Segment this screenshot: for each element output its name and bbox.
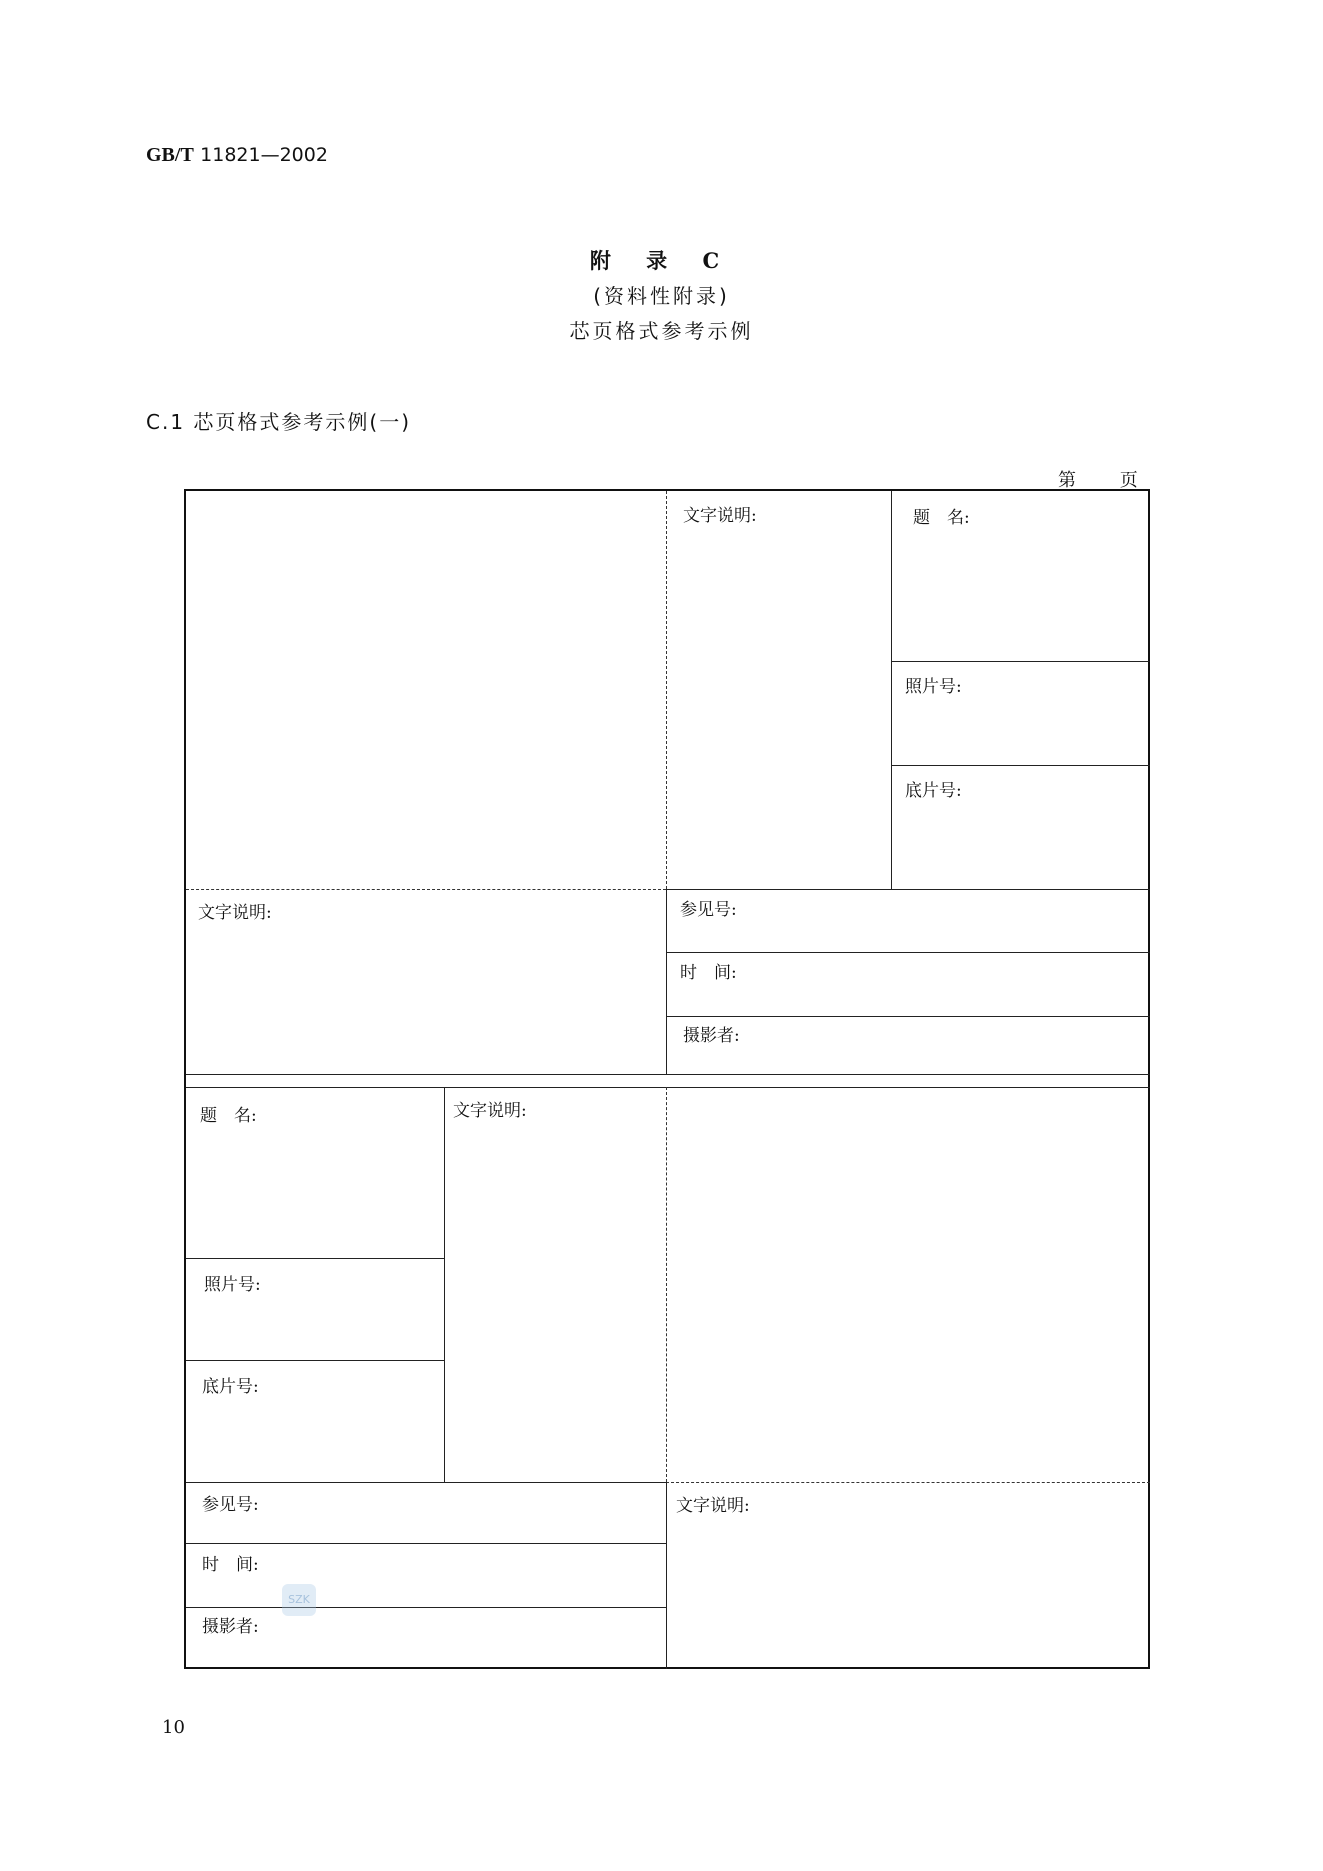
page-marker-left: 第	[1058, 470, 1076, 491]
standard-code	[146, 142, 328, 167]
bottom-title-bottom-line	[186, 1258, 444, 1259]
standard-number: 11821—2002	[200, 144, 328, 166]
top-meta-bottom-line	[666, 889, 1150, 890]
bottom-photographer-label: 摄影者:	[202, 1617, 259, 1637]
top-time-bottom-line	[666, 1016, 1150, 1017]
bottom-title-label: 题 名:	[200, 1106, 257, 1126]
bottom-ref-bottom-line	[186, 1543, 666, 1544]
top-title-bottom-line	[891, 661, 1150, 662]
top-photo-no-bottom-line	[891, 765, 1150, 766]
top-photo-divider	[666, 491, 667, 889]
top-title-label: 题 名:	[913, 508, 970, 528]
bottom-photo-divider	[666, 1087, 667, 1482]
bottom-meta-bottom-line	[186, 1482, 666, 1483]
appendix-subtitle: 芯页格式参考示例	[569, 319, 754, 343]
top-photographer-label: 摄影者:	[683, 1026, 740, 1046]
top-caption-bottom-label: 文字说明:	[198, 903, 272, 923]
bottom-time-bottom-line	[186, 1607, 666, 1608]
bottom-caption-mid-label: 文字说明:	[453, 1101, 527, 1121]
core-page-form	[184, 489, 1150, 1669]
top-meta-divider	[891, 491, 892, 889]
top-negative-no-label: 底片号:	[905, 781, 962, 801]
bottom-caption-bottom-label: 文字说明:	[676, 1496, 750, 1516]
watermark-logo: SZK	[282, 1584, 316, 1616]
bottom-photo-bottom-dash	[666, 1482, 1150, 1483]
bottom-lower-divider	[666, 1482, 667, 1669]
top-ref-bottom-line	[666, 952, 1150, 953]
top-caption-right-label: 文字说明:	[683, 506, 757, 526]
standard-prefix: GB/T	[146, 144, 194, 166]
top-photo-bottom-dash	[186, 889, 666, 890]
bottom-photo-no-label: 照片号:	[204, 1275, 261, 1295]
bottom-time-label: 时 间:	[202, 1555, 259, 1575]
appendix-type: (资料性附录)	[593, 284, 730, 308]
separator-line-lower	[186, 1087, 1150, 1088]
appendix-title: 附 录 C	[589, 248, 734, 273]
bottom-negative-no-label: 底片号:	[202, 1377, 259, 1397]
section-heading: C.1 芯页格式参考示例(一)	[146, 410, 412, 434]
page-number: 10	[162, 1717, 185, 1738]
separator-line-upper	[186, 1074, 1150, 1075]
top-time-label: 时 间:	[680, 963, 737, 983]
top-photo-no-label: 照片号:	[905, 677, 962, 697]
bottom-photo-no-bottom-line	[186, 1360, 444, 1361]
top-reference-no-label: 参见号:	[680, 900, 737, 920]
bottom-meta-divider	[444, 1087, 445, 1482]
bottom-reference-no-label: 参见号:	[202, 1495, 259, 1515]
page-marker-right: 页	[1119, 470, 1138, 491]
top-lower-divider	[666, 889, 667, 1074]
